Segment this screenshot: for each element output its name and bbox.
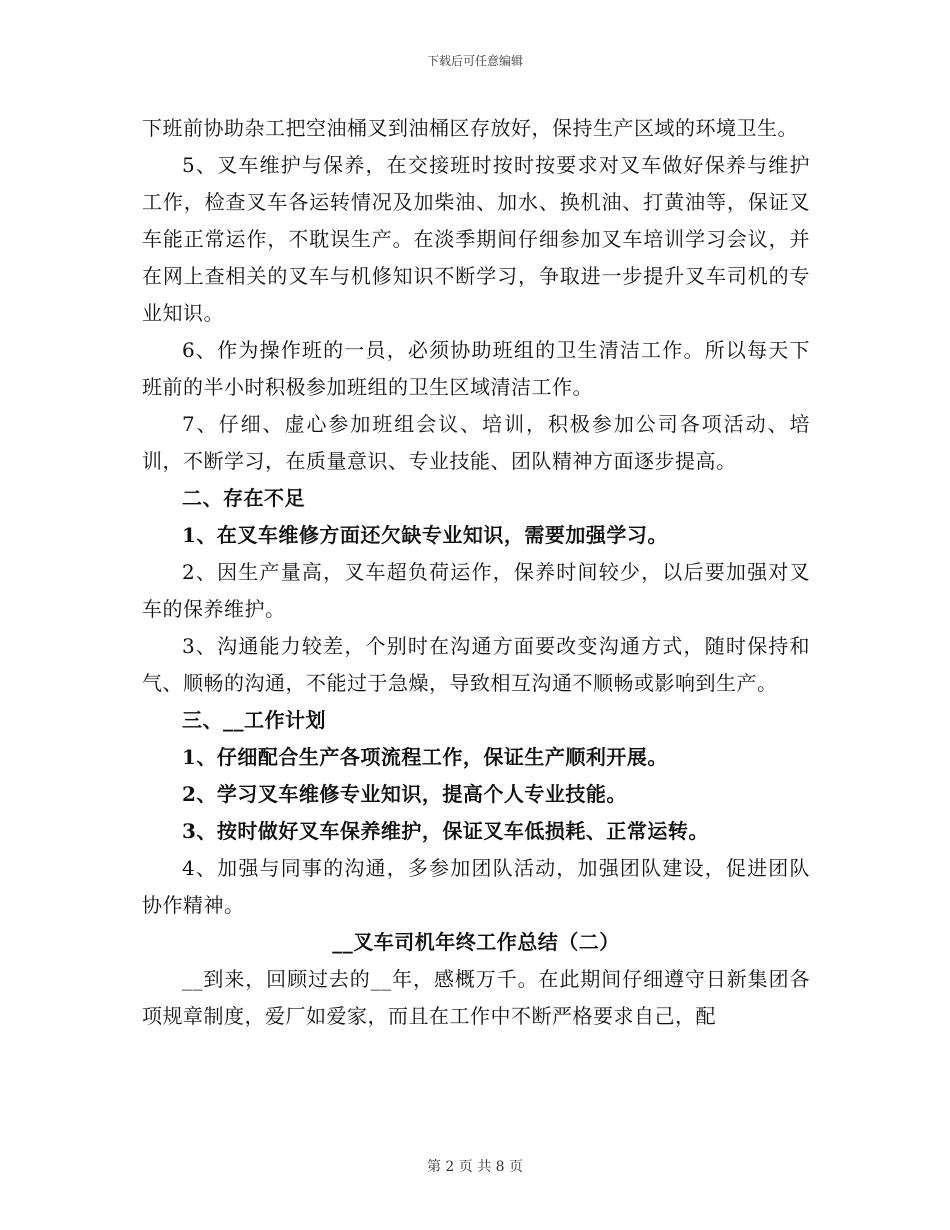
paragraph-item-6: 6、作为操作班的一员，必须协助班组的卫生清洁工作。所以每天下班前的半小时积极参加班组的卫生区域清洁工作。 bbox=[142, 338, 810, 399]
page-header: 下载后可任意编辑 bbox=[426, 54, 523, 68]
paragraph-continuation: 下班前协助杂工把空油桶叉到油桶区存放好，保持生产区域的环境卫生。 bbox=[142, 116, 798, 140]
document-title-part-2: __叉车司机年终工作总结（二） bbox=[332, 930, 620, 954]
section-heading-work-plan: 三、__工作计划 bbox=[182, 708, 326, 732]
plan-item-3: 3、按时做好叉车保养维护，保证叉车低损耗、正常运转。 bbox=[182, 819, 709, 843]
plan-item-2: 2、学习叉车维修专业知识，提高个人专业技能。 bbox=[182, 782, 627, 806]
paragraph-intro-part-2: __到来，回顾过去的__年，感概万千。在此期间仔细遵守日新集团各项规章制度，爱厂如爱家，而且在工作中不断严格要求自己，配 bbox=[142, 967, 810, 1028]
shortcoming-item-1: 1、在叉车维修方面还欠缺专业知识，需要加强学习。 bbox=[182, 523, 668, 547]
paragraph-item-5: 5、叉车维护与保养，在交接班时按时按要求对叉车做好保养与维护工作，检查叉车各运转情况及加柴油、加水、换机油、打黄油等，保证叉车能正常运作，不耽误生产。在淡季期间仔细参加叉车培训学习会议，并在网上查相关的叉车与机修知识不断学习，争取进一步提升叉车司机的专业知识。 bbox=[142, 153, 810, 325]
page-footer: 第 2 页 共 8 页 bbox=[426, 1159, 524, 1175]
shortcoming-item-2: 2、因生产量高，叉车超负荷运作，保养时间较少，以后要加强对叉车的保养维护。 bbox=[142, 560, 810, 621]
shortcoming-item-3: 3、沟通能力较差，个别时在沟通方面要改变沟通方式，随时保持和气、顺畅的沟通，不能过于急燥，导致相互沟通不顺畅或影响到生产。 bbox=[142, 634, 810, 695]
plan-item-1: 1、仔细配合生产各项流程工作，保证生产顺利开展。 bbox=[182, 745, 668, 769]
document-body bbox=[142, 110, 810, 1035]
plan-item-4: 4、加强与同事的沟通，多参加团队活动，加强团队建设，促进团队协作精神。 bbox=[142, 856, 810, 917]
paragraph-item-7: 7、仔细、虚心参加班组会议、培训，积极参加公司各项活动、培训，不断学习，在质量意识、专业技能、团队精神方面逐步提高。 bbox=[142, 412, 810, 473]
section-heading-shortcomings: 二、存在不足 bbox=[182, 486, 305, 510]
